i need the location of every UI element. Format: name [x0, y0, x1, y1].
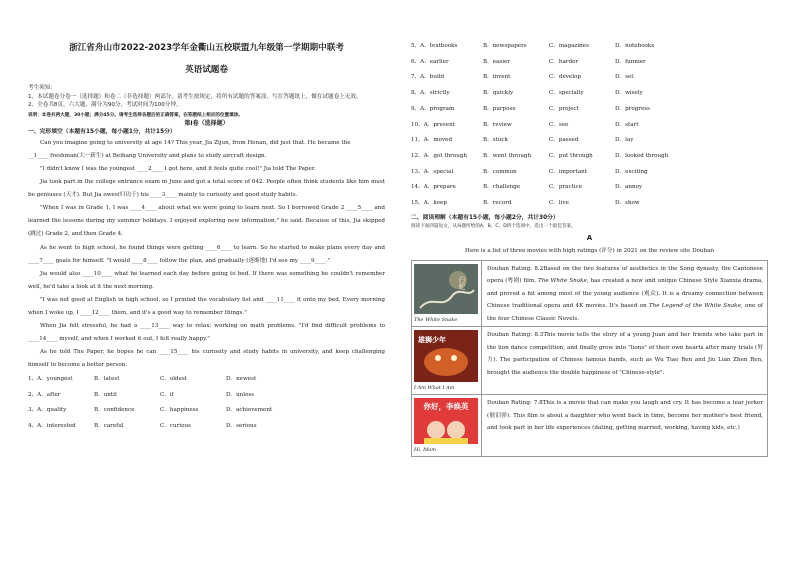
movie-row-hi-mom — [411, 395, 768, 457]
option-n[interactable]: 5、A．textbooks — [411, 43, 458, 49]
option-c[interactable]: C．specially — [549, 90, 584, 97]
hi-mom-poster-text: 你好，李焕英 — [423, 402, 469, 412]
option-d[interactable]: D．wisely — [615, 90, 643, 97]
movie-caption: The White Snake — [414, 316, 458, 323]
option-d[interactable]: D．unless — [226, 391, 255, 398]
option-row — [411, 196, 768, 212]
option-row — [411, 180, 768, 196]
option-c[interactable]: C．project — [549, 105, 579, 112]
section1-title: 一、完形填空（本题有15小题，每小题1分，共计15分） — [28, 128, 176, 135]
cloze-paragraph: As he told The Paper, he hopes he can ____15____ his curiosity and study habits in university, and keep challenging himself to become a better person. — [28, 349, 385, 369]
option-b[interactable]: B．challenge — [483, 184, 521, 191]
option-d[interactable]: D．newest — [226, 376, 257, 383]
option-n[interactable]: 12、A．got through — [411, 152, 467, 159]
option-b[interactable]: B．newspapers — [483, 43, 527, 49]
movie-caption: I Am What I Am — [414, 385, 455, 392]
section2-note: 阅读下面四篇短文，从每题所给的A、B、C、D四个选项中，选出一个最佳答案。 — [411, 223, 576, 229]
movie-description: Douban Rating: 7.8This is a movie that can make you laugh and cry. It has become a tear jerker (催泪弹). This film is about a daughter who went back in time, become her mother's best friend, and took part in her life experiences (dating, getting married, working, having kids, etc.) — [487, 400, 763, 432]
option-row — [28, 419, 385, 434]
option-d[interactable]: D．annoy — [615, 184, 643, 191]
option-d[interactable]: D．start — [615, 121, 639, 128]
option-b[interactable]: B．record — [483, 200, 512, 207]
movie-poster-cell — [412, 327, 482, 394]
cloze-paragraph: Can you imagine going to university at age 14? This year, Jia Zijun, from Henan, did just that. He became the — [40, 139, 351, 146]
option-c[interactable]: C．important — [549, 168, 588, 175]
rule-note: 说明：本卷共两大题，30小题；满分45分。请考生选择各题后的正确答案，在答题纸上相应的位置填涂。 — [28, 112, 243, 118]
option-d[interactable]: D．set — [615, 74, 634, 81]
notice-2: 2、全卷共8页，六大题，满分为90分，考试时间为100分钟。 — [28, 102, 182, 109]
option-row — [411, 86, 768, 102]
option-row — [28, 403, 385, 418]
option-c[interactable]: C．harder — [549, 58, 579, 65]
option-n[interactable]: 6、A．earlier — [411, 58, 449, 65]
notice-heading: 考生须知： — [28, 85, 56, 91]
option-n[interactable]: 14、A．prepare — [411, 184, 456, 191]
option-n[interactable]: 10、A．present — [411, 121, 455, 128]
option-d[interactable]: D．progress — [615, 105, 651, 112]
option-b[interactable]: B．careful — [94, 422, 124, 429]
option-c[interactable]: C．oldest — [160, 376, 188, 383]
option-b[interactable]: B．invent — [483, 74, 511, 81]
option-b[interactable]: B．review — [483, 121, 512, 128]
option-row — [411, 149, 768, 165]
cloze-paragraph: Jia took part in the college entrance exam in June and got a total score of 642. People often think students like him must be geniuses (天才). But Jia owes(归功于) his ____3____ mainly to curiosity and good study habits. — [28, 179, 385, 199]
option-d[interactable]: D．lay — [615, 137, 634, 144]
option-row — [411, 118, 768, 134]
movie-poster-cell — [412, 395, 482, 456]
option-b[interactable]: B．until — [94, 391, 117, 398]
option-n[interactable]: 2、A．after — [28, 391, 61, 398]
cloze-paragraph: When Jia felt stressful, he had a ____13____ way to relax: working on math problems. "I'd find difficult problems to ____14____ myself, and when I worked it out, I felt really happy." — [28, 323, 385, 343]
movie-description: Douban Rating: 8.2Based on the two features of aesthetics in the Song dynasty, the Cantonese opera (粤剧) film, The White Snake, has created a new and unique Chinese Style Xianxia drama, and proved a hit among most of the young audience (观众). It is a dreamy connection between Chinese traditional opera and 4K movies. It's based on The Legend of the White Snake, one of the four Chinese Classic Novels. — [487, 265, 763, 322]
movie-caption: Hi, Mom — [414, 447, 437, 454]
hi-mom-poster-image — [414, 398, 478, 444]
option-n[interactable]: 15、A．keep — [411, 200, 447, 207]
option-n[interactable]: 1、A．youngest — [28, 376, 73, 383]
white-snake-poster-image — [414, 264, 478, 314]
option-n[interactable]: 7、A．build — [411, 74, 445, 81]
option-d[interactable]: D．show — [615, 200, 640, 207]
option-d[interactable]: D．serious — [226, 422, 257, 429]
option-b[interactable]: B．confidence — [94, 407, 135, 414]
option-n[interactable]: 8、A．strictly — [411, 90, 450, 97]
option-c[interactable]: C．see — [549, 121, 569, 128]
option-b[interactable]: B．stuck — [483, 137, 508, 144]
cloze-paragraph: __1____ freshman(大一新生) at Beihang University and plans to study aircraft design. — [28, 152, 267, 159]
option-d[interactable]: D．notebooks — [615, 43, 655, 49]
option-d[interactable]: D．exciting — [615, 168, 648, 175]
option-row — [411, 102, 768, 118]
option-row — [411, 165, 768, 181]
movie-poster-cell — [412, 261, 482, 327]
option-b[interactable]: B．latest — [94, 376, 120, 383]
i-am-what-i-am-poster-text: 雄狮少年 — [418, 336, 446, 345]
option-row — [411, 133, 768, 149]
option-c[interactable]: C．happiness — [160, 407, 199, 414]
option-c[interactable]: C．put through — [549, 152, 593, 159]
cloze-paragraph: As he went to high school, he found things were getting ____6____ to learn. So he started to make plans every day and ____7____ goals for himself. "I would ____8____ follow the plan, and gradually (逐渐地) I'd see my ____9____." — [28, 244, 385, 264]
option-c[interactable]: C．magazines — [549, 43, 589, 49]
option-row — [411, 39, 768, 55]
option-d[interactable]: D．looked through — [615, 152, 669, 159]
option-b[interactable]: B．quickly — [483, 90, 514, 97]
movie-description: Douban Rating: 8.3This movie tells the story of a young Juan and her friends who take part in the lion dance competition, and finally grow into "lions" of their own hearts after many trials (努力). The participation of Chinese famous bands, such as Wu Tiao Ren and Jiu Lian Zhen Ren, brought the audience the double happiness of "Chinese-style". — [487, 332, 763, 376]
part-title: 第Ⅰ卷（选择题） — [184, 119, 229, 127]
cloze-paragraph: "When I was in Grade 1, I was ____4____ about what we were going to learn next. So I borrowed Grade 2 ____5____ and learned the lessons during my summer holidays. I enjoyed exploring new information," he said. Because of this, Jia skipped (跳过) Grade 2, and then Grade 4. — [28, 205, 385, 238]
option-c[interactable]: C．develop — [549, 74, 581, 81]
option-c[interactable]: C．practice — [549, 184, 583, 191]
options-right — [411, 39, 768, 212]
option-b[interactable]: B．went through — [483, 152, 532, 159]
option-b[interactable]: B．purpose — [483, 105, 516, 112]
option-d[interactable]: D．achievement — [226, 407, 273, 414]
right-page — [397, 0, 794, 562]
option-n[interactable]: 13、A．special — [411, 168, 454, 175]
option-d[interactable]: D．funnier — [615, 58, 646, 65]
i-am-what-i-am-poster-image — [414, 330, 478, 382]
passage-intro: Here is a list of three movies with high ratings (评分) in 2021 on the review site Douban — [464, 247, 715, 254]
movie-row-white-snake — [411, 260, 768, 328]
cloze-passage — [28, 137, 385, 373]
notice-1: 1、本试题卷分卷一（选择题）和卷二（非选择题）两部分。请考生按规定，将所有试题的答案涂、写在答题纸上，做在试题卷上无效。 — [28, 93, 362, 100]
cloze-paragraph: "I didn't know I was the youngest ____2____ I got here, and it feels quite cool!" Jia told The Paper. — [40, 165, 316, 172]
option-c[interactable]: C．if — [160, 391, 174, 398]
option-b[interactable]: B．easier — [483, 58, 510, 65]
option-n[interactable]: 9、A．program — [411, 105, 455, 112]
option-n[interactable]: 3、A．quality — [28, 407, 67, 414]
option-b[interactable]: B．common — [483, 168, 517, 175]
cloze-paragraph: "I was not good at English in high school, so I printed the vocabulary list and ____11____ it onto my bed. Every morning when I woke up, I ____12____ them, and it's a good way to remember things." — [28, 296, 385, 316]
section2-title: 二、阅读理解（本题有15小题，每小题2分，共计30分） — [411, 214, 559, 221]
cloze-paragraph: Jia would also ____10____ what he learned each day before going to bed. If there was something he couldn't remember well, he'd take a look at it the next morning. — [28, 270, 385, 290]
white-snake-poster-text: 白蛇 — [458, 275, 466, 290]
option-c[interactable]: C．live — [549, 200, 569, 207]
passage-letter: A — [586, 233, 593, 242]
option-row — [411, 70, 768, 86]
option-row — [411, 55, 768, 71]
option-row — [28, 388, 385, 403]
option-n[interactable]: 11、A．moved — [411, 137, 453, 144]
exam-subtitle: 英语试题卷 — [185, 65, 228, 75]
option-c[interactable]: C．passed — [549, 137, 579, 144]
option-row — [28, 372, 385, 387]
option-n[interactable]: 4、A．interested — [28, 422, 76, 429]
options-left — [28, 372, 385, 434]
movie-row-i-am-what-i-am — [411, 327, 768, 395]
option-c[interactable]: C．curious — [160, 422, 191, 429]
exam-title: 浙江省舟山市2022-2023学年金衢山五校联盟九年级第一学期期中联考 — [69, 43, 344, 53]
